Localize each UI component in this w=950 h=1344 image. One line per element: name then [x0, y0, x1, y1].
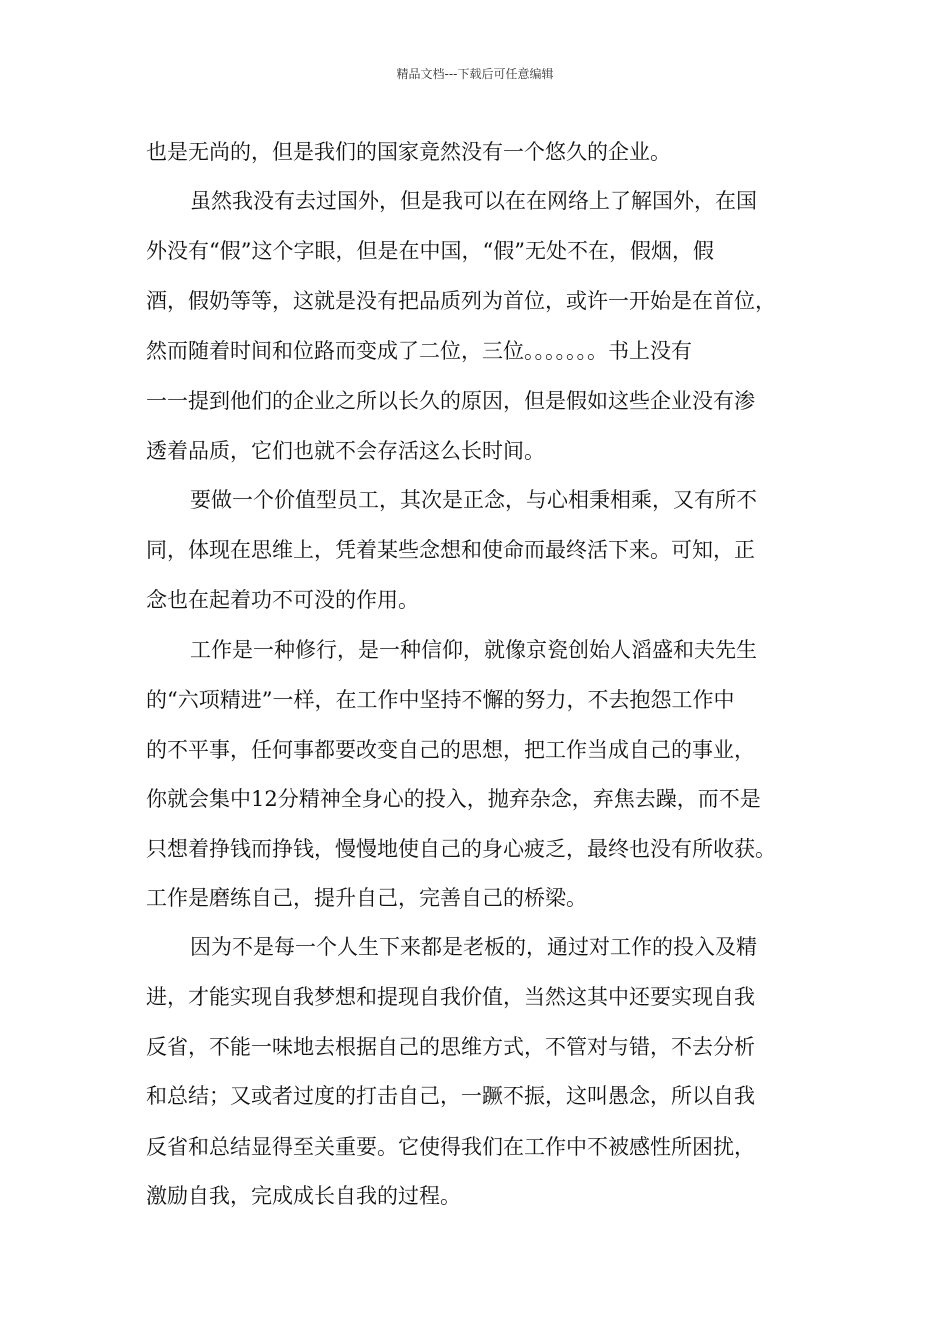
paragraph-line: 的不平事，任何事都要改变自己的思想，把工作当成自己的事业， — [146, 738, 755, 762]
paragraph-line: 也是无尚的，但是我们的国家竟然没有一个悠久的企业。 — [146, 140, 671, 164]
paragraph-line: 虽然我没有去过国外，但是我可以在在网络上了解国外，在国 — [190, 189, 757, 213]
paragraph-line: 透着品质，它们也就不会存活这么长时间。 — [146, 439, 545, 463]
paragraph-line: 反省，不能一味地去根据自己的思维方式，不管对与错，不去分析 — [146, 1035, 755, 1059]
paragraph-line: 和总结；又或者过度的打击自己，一蹶不振，这叫愚念，所以自我 — [146, 1084, 755, 1108]
paragraph-line: 反省和总结显得至关重要。它使得我们在工作中不被感性所困扰， — [146, 1135, 755, 1159]
paragraph-line: 同，体现在思维上，凭着某些念想和使命而最终活下来。可知，正 — [146, 538, 755, 562]
paragraph-line: 酒，假奶等等，这就是没有把品质列为首位，或许一开始是在首位， — [146, 289, 776, 313]
paragraph-line: 一一提到他们的企业之所以长久的原因，但是假如这些企业没有渗 — [146, 389, 755, 413]
document-header: 精品文档---下载后可任意编辑 — [396, 67, 554, 81]
paragraph-line: 激励自我，完成成长自我的过程。 — [146, 1184, 461, 1208]
paragraph-line: 然而随着时间和位路而变成了二位，三位。。。。。。。书上没有 — [146, 339, 692, 363]
paragraph-line: 的“六项精进”一样，在工作中坚持不懈的努力，不去抱怨工作中 — [146, 688, 735, 712]
paragraph-line: 要做一个价值型员工，其次是正念，与心相秉相乘，又有所不 — [190, 488, 757, 512]
paragraph-line: 工作是一种修行，是一种信仰，就像京瓷创始人滔盛和夫先生 — [190, 638, 757, 662]
paragraph-line: 因为不是每一个人生下来都是老板的，通过对工作的投入及精 — [190, 935, 757, 959]
paragraph-line: 念也在起着功不可没的作用。 — [146, 588, 419, 612]
paragraph-line: 进，才能实现自我梦想和提现自我价值，当然这其中还要实现自我 — [146, 985, 755, 1009]
paragraph-line: 你就会集中12分精神全身心的投入，抛弃杂念，弃焦去躁，而不是 — [146, 787, 761, 811]
paragraph-line: 外没有“假”这个字眼，但是在中国，“假”无处不在，假烟，假 — [146, 239, 714, 263]
paragraph-line: 工作是磨练自己，提升自己，完善自己的桥梁。 — [146, 886, 587, 910]
paragraph-line: 只想着挣钱而挣钱，慢慢地使自己的身心疲乏，最终也没有所收获。 — [146, 837, 776, 861]
